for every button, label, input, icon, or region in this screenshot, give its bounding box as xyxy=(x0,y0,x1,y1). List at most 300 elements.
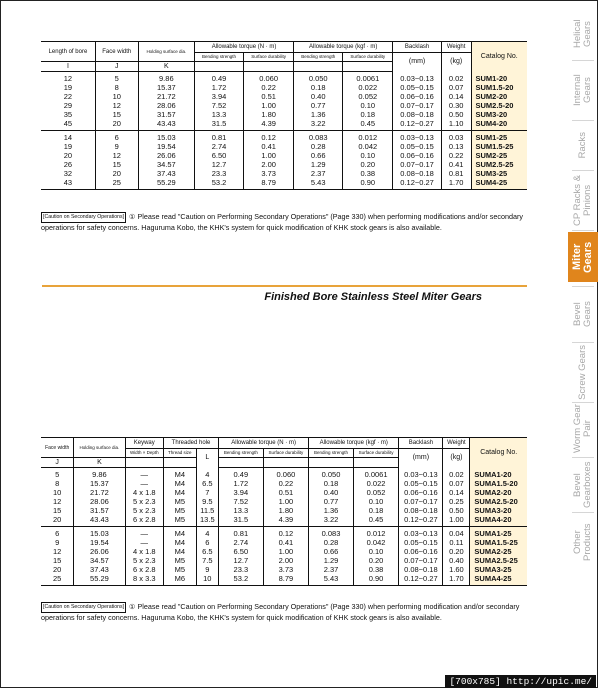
table-cell: 9.5 xyxy=(196,497,218,506)
table-cell: 43.43 xyxy=(74,515,125,527)
col-header: Backlash xyxy=(399,438,443,449)
col-symbol-empty xyxy=(353,458,399,468)
table-cell: 8 xyxy=(41,479,74,488)
catalog-number: SUMA4-20 xyxy=(470,515,527,527)
table-cell: 0.45 xyxy=(343,119,393,131)
col-subheader: Width × Depth xyxy=(125,449,163,458)
table-cell: 0.28 xyxy=(309,538,354,547)
table-row xyxy=(41,556,527,565)
table-cell: 1.80 xyxy=(263,506,309,515)
table-cell: 31.5 xyxy=(195,119,244,131)
table-row xyxy=(41,506,527,515)
col-symbol-empty xyxy=(244,62,294,72)
catalog-number: SUMA1.5-25 xyxy=(470,538,527,547)
table-cell: 0.22 xyxy=(244,83,294,92)
caution-tag: [Caution on Secondary Operations] xyxy=(41,212,126,223)
table-cell: 0.12~0.27 xyxy=(399,515,443,527)
table-cell: 0.05~0.15 xyxy=(393,83,442,92)
table-cell: 1.00 xyxy=(244,101,294,110)
table-cell: 1.00 xyxy=(263,497,309,506)
table-cell: 0.12 xyxy=(263,527,309,539)
table-cell: 0.08~0.18 xyxy=(399,565,443,574)
table-cell: 0.18 xyxy=(353,506,399,515)
table-cell: 6.5 xyxy=(196,479,218,488)
tab-separator xyxy=(572,170,594,171)
tab-separator xyxy=(572,342,594,343)
table-cell: 2.37 xyxy=(309,565,354,574)
table-cell: 0.042 xyxy=(343,142,393,151)
table-cell: M6 xyxy=(164,574,197,586)
col-symbol: L xyxy=(196,449,218,468)
col-symbol: K xyxy=(74,458,125,468)
tab-racks[interactable] xyxy=(568,122,598,168)
table-cell: M4 xyxy=(164,488,197,497)
table-cell: 2.74 xyxy=(219,538,264,547)
table-cell: 0.050 xyxy=(294,72,343,84)
table-cell: 0.03 xyxy=(441,131,471,143)
table-cell: 0.81 xyxy=(195,131,244,143)
table-cell: 0.03~0.13 xyxy=(393,72,442,84)
table-cell: 0.052 xyxy=(343,92,393,101)
table-cell: 0.10 xyxy=(343,151,393,160)
col-subheader: Surface durability xyxy=(353,449,399,458)
tab-helical-gears[interactable] xyxy=(568,8,598,60)
table-cell: 0.51 xyxy=(244,92,294,101)
col-header: Holding surface dia. xyxy=(74,438,125,458)
col-subheader: Surface durability xyxy=(263,449,309,458)
table-cell: 0.45 xyxy=(353,515,399,527)
table-cell: 11.5 xyxy=(196,506,218,515)
table-cell: 0.12~0.27 xyxy=(393,178,442,190)
table-cell: 26.06 xyxy=(138,151,194,160)
table-cell: — xyxy=(125,479,163,488)
table-cell: 4 x 1.8 xyxy=(125,488,163,497)
table-cell: 0.05~0.15 xyxy=(399,479,443,488)
table-cell: 28.06 xyxy=(74,497,125,506)
table-1-group-2 xyxy=(41,131,527,190)
tab-cp-racks-pinions[interactable] xyxy=(568,172,598,228)
col-header: Allowable torque (N · m) xyxy=(195,42,294,53)
caution-note-1 xyxy=(41,212,525,232)
catalog-number: SUMA2-25 xyxy=(470,547,527,556)
table-cell: 1.36 xyxy=(309,506,354,515)
table-cell: 0.0061 xyxy=(353,468,399,480)
tab-screw-gears[interactable] xyxy=(568,344,598,400)
col-subheader: (mm) xyxy=(393,53,442,72)
table-cell: 0.08~0.18 xyxy=(393,110,442,119)
table-cell: 0.18 xyxy=(343,110,393,119)
table-cell: 0.06~0.16 xyxy=(399,547,443,556)
table-cell: 5 xyxy=(41,468,74,480)
tab-bevel-gears[interactable] xyxy=(568,288,598,340)
table-cell: 53.2 xyxy=(195,178,244,190)
table-cell: 19.54 xyxy=(74,538,125,547)
table-cell: 0.20 xyxy=(343,160,393,169)
catalog-number: SUM4-25 xyxy=(471,178,527,190)
table-cell: 0.06~0.16 xyxy=(393,151,442,160)
table-cell: 0.10 xyxy=(343,101,393,110)
tab-label: Miter Gears xyxy=(571,241,594,273)
table-cell: 0.22 xyxy=(263,479,309,488)
table-cell: 0.042 xyxy=(353,538,399,547)
table-cell: 0.08~0.18 xyxy=(399,506,443,515)
table-cell: M5 xyxy=(164,565,197,574)
table-cell: M5 xyxy=(164,515,197,527)
tab-separator xyxy=(572,457,594,458)
tab-internal-gears[interactable] xyxy=(568,62,598,118)
col-symbol-empty xyxy=(164,458,197,468)
caution-note-2 xyxy=(41,602,531,622)
table-cell: 1.00 xyxy=(443,515,470,527)
table-cell: 5 x 2.3 xyxy=(125,556,163,565)
table-cell: 0.060 xyxy=(244,72,294,84)
table-cell: 0.06~0.16 xyxy=(399,488,443,497)
tab-label: Bevel Gears xyxy=(572,301,593,327)
table-cell: 0.28 xyxy=(294,142,343,151)
catalog-number: SUM1-25 xyxy=(471,131,527,143)
catalog-number: SUM2.5-20 xyxy=(471,101,527,110)
table-cell: 0.77 xyxy=(309,497,354,506)
table-cell: 1.80 xyxy=(244,110,294,119)
tab-bevel-gearboxes[interactable] xyxy=(568,459,598,511)
col-subheader: (kg) xyxy=(443,449,470,468)
col-subheader: Bending strength xyxy=(309,449,354,458)
table-cell: 1.00 xyxy=(244,151,294,160)
table-cell: 34.57 xyxy=(138,160,194,169)
table-cell: 20 xyxy=(95,169,138,178)
table-cell: 0.40 xyxy=(443,556,470,565)
table-cell: M5 xyxy=(164,556,197,565)
col-symbol: K xyxy=(138,62,194,72)
table-cell: 0.05~0.15 xyxy=(399,538,443,547)
table-row xyxy=(41,515,527,527)
tab-other-products[interactable] xyxy=(568,514,598,570)
table-cell: 0.0061 xyxy=(343,72,393,84)
table-cell: 43.43 xyxy=(138,119,194,131)
table-cell: 0.022 xyxy=(343,83,393,92)
table-cell: 1.29 xyxy=(309,556,354,565)
table-row xyxy=(41,468,527,480)
table-cell: 9 xyxy=(196,565,218,574)
table-cell: 15 xyxy=(41,556,74,565)
table-cell: 0.77 xyxy=(294,101,343,110)
catalog-number: SUM3-20 xyxy=(471,110,527,119)
table-cell: 31.57 xyxy=(74,506,125,515)
table-cell: 12 xyxy=(41,547,74,556)
col-header-catalog: Catalog No. xyxy=(471,42,527,72)
col-header: Allowable torque (kgf · m) xyxy=(309,438,399,449)
catalog-number: SUMA4-25 xyxy=(470,574,527,586)
table-row xyxy=(41,83,527,92)
table-cell: 15.37 xyxy=(138,83,194,92)
catalog-number: SUM1-20 xyxy=(471,72,527,84)
table-cell: 20 xyxy=(41,565,74,574)
table-cell: 0.40 xyxy=(294,92,343,101)
caution-text: ① Please read "Caution on Performing Secondary Operations" (Page 330) when performing modification and/or secondary operations for safety concerns. Haguruma Kobo, the KHK's system for quick modification of KHK stock gears is also available. xyxy=(41,602,520,622)
table-cell: 0.66 xyxy=(294,151,343,160)
table-cell: M4 xyxy=(164,468,197,480)
col-subheader: Surface durability xyxy=(244,53,294,62)
table-cell: M5 xyxy=(164,497,197,506)
table-cell: 0.18 xyxy=(294,83,343,92)
catalog-number: SUMA2.5-20 xyxy=(470,497,527,506)
col-header: Weight xyxy=(441,42,471,53)
table-cell: 6.5 xyxy=(196,547,218,556)
catalog-number: SUMA3-25 xyxy=(470,565,527,574)
table-cell: 0.05~0.15 xyxy=(393,142,442,151)
col-header-catalog: Catalog No. xyxy=(470,438,527,468)
table-row xyxy=(41,151,527,160)
table-cell: 8.79 xyxy=(244,178,294,190)
table-cell: 0.30 xyxy=(441,101,471,110)
tab-worm-gear-pair[interactable] xyxy=(568,404,598,454)
table-cell: 0.20 xyxy=(353,556,399,565)
table-cell: 0.02 xyxy=(441,72,471,84)
table-cell: 12.7 xyxy=(219,556,264,565)
table-cell: 0.49 xyxy=(195,72,244,84)
tab-separator xyxy=(572,402,594,403)
col-header: Keyway xyxy=(125,438,163,449)
table-cell: 1.72 xyxy=(219,479,264,488)
watermark: [700x785] http://upic.me/ xyxy=(445,675,596,688)
tab-label: Racks xyxy=(577,131,588,159)
section-title: Finished Bore Stainless Steel Miter Gears xyxy=(264,291,482,303)
col-symbol-empty xyxy=(294,62,343,72)
table-row xyxy=(41,488,527,497)
table-cell: 13.3 xyxy=(195,110,244,119)
catalog-number: SUMA2-20 xyxy=(470,488,527,497)
col-header: Allowable torque (kgf · m) xyxy=(294,42,393,53)
table-cell: 0.41 xyxy=(263,538,309,547)
tab-separator xyxy=(572,230,594,231)
table-cell: 1.00 xyxy=(263,547,309,556)
table-cell: 55.29 xyxy=(138,178,194,190)
table-cell: 6 xyxy=(196,538,218,547)
table-cell: 1.70 xyxy=(443,574,470,586)
table-cell: 7.52 xyxy=(195,101,244,110)
table-row xyxy=(41,547,527,556)
table-cell: 9.86 xyxy=(138,72,194,84)
table-cell: 0.083 xyxy=(309,527,354,539)
tab-separator xyxy=(572,60,594,61)
tab-separator xyxy=(572,286,594,287)
table-cell: 5 xyxy=(95,72,138,84)
table-cell: 0.38 xyxy=(343,169,393,178)
col-symbol: I xyxy=(41,62,95,72)
table-cell: 1.29 xyxy=(294,160,343,169)
table-row xyxy=(41,92,527,101)
table-cell: 0.07~0.17 xyxy=(399,556,443,565)
table-cell: 0.02 xyxy=(443,468,470,480)
table-cell: 19.54 xyxy=(138,142,194,151)
table-cell: 53.2 xyxy=(219,574,264,586)
caution-tag: [Caution on Secondary Operations] xyxy=(41,602,126,613)
table-cell: 26 xyxy=(41,160,95,169)
table-cell: 1.60 xyxy=(443,565,470,574)
col-subheader: Bending strength xyxy=(294,53,343,62)
table-cell: M4 xyxy=(164,527,197,539)
table-cell: 0.07~0.17 xyxy=(393,101,442,110)
table-cell: 15 xyxy=(95,160,138,169)
table-cell: 10 xyxy=(196,574,218,586)
table-cell: 6 x 2.8 xyxy=(125,565,163,574)
spec-table-1 xyxy=(41,41,527,190)
table-row xyxy=(41,169,527,178)
catalog-number: SUM1.5-20 xyxy=(471,83,527,92)
tab-label: CP Racks & Pinions xyxy=(572,174,593,226)
table-cell: M4 xyxy=(164,479,197,488)
table-cell: 0.14 xyxy=(443,488,470,497)
col-symbol-empty xyxy=(125,458,163,468)
table-cell: 3.94 xyxy=(219,488,264,497)
table-cell: 15 xyxy=(95,110,138,119)
table-cell: 35 xyxy=(41,110,95,119)
table-row xyxy=(41,527,527,539)
table-cell: 23.3 xyxy=(219,565,264,574)
catalog-number: SUMA2.5-25 xyxy=(470,556,527,565)
table-cell: 21.72 xyxy=(138,92,194,101)
table-cell: 0.12~0.27 xyxy=(399,574,443,586)
catalog-number: SUM2.5-25 xyxy=(471,160,527,169)
table-cell: 10 xyxy=(95,92,138,101)
col-header: Holding surface dia. xyxy=(138,42,194,62)
table-row xyxy=(41,178,527,190)
table-cell: 22 xyxy=(41,92,95,101)
table-cell: 10 xyxy=(41,488,74,497)
table-cell: 2.00 xyxy=(263,556,309,565)
catalog-number: SUM1.5-25 xyxy=(471,142,527,151)
tab-miter-gears[interactable] xyxy=(568,232,598,282)
tab-label: Other Products xyxy=(572,523,593,561)
table-cell: 20 xyxy=(41,151,95,160)
table-cell: 0.07 xyxy=(441,83,471,92)
table-cell: 0.10 xyxy=(353,547,399,556)
table-row xyxy=(41,574,527,586)
catalog-number: SUM3-25 xyxy=(471,169,527,178)
table-cell: M4 xyxy=(164,547,197,556)
table-cell: 0.20 xyxy=(443,547,470,556)
table-row xyxy=(41,497,527,506)
table-cell: 6.50 xyxy=(219,547,264,556)
col-header: Allowable torque (N · m) xyxy=(219,438,309,449)
table-cell: 5 x 2.3 xyxy=(125,497,163,506)
table-cell: 0.22 xyxy=(441,151,471,160)
tab-label: Screw Gears xyxy=(577,344,588,400)
col-subheader: (mm) xyxy=(399,449,443,468)
table-cell: 19 xyxy=(41,83,95,92)
tab-separator xyxy=(572,512,594,513)
table-2-group-2 xyxy=(41,527,527,586)
table-cell: 14 xyxy=(41,131,95,143)
table-cell: 0.07 xyxy=(443,479,470,488)
table-cell: 0.052 xyxy=(353,488,399,497)
table-cell: 0.25 xyxy=(443,497,470,506)
table-cell: 31.5 xyxy=(219,515,264,527)
col-symbol: J xyxy=(41,458,74,468)
table-cell: 9 xyxy=(41,538,74,547)
table-cell: 7.5 xyxy=(196,556,218,565)
table-cell: 7.52 xyxy=(219,497,264,506)
table-cell: 0.012 xyxy=(343,131,393,143)
table-cell: 0.66 xyxy=(309,547,354,556)
table-cell: M5 xyxy=(164,506,197,515)
catalog-number: SUM4-20 xyxy=(471,119,527,131)
col-header: Length of bore xyxy=(41,42,95,62)
table-cell: 15.03 xyxy=(138,131,194,143)
table-cell: 0.12 xyxy=(244,131,294,143)
col-symbol-empty xyxy=(309,458,354,468)
table-cell: M4 xyxy=(164,538,197,547)
table-cell: 0.50 xyxy=(443,506,470,515)
col-subheader: Bending strength xyxy=(219,449,264,458)
table-cell: 6.50 xyxy=(195,151,244,160)
table-cell: 20 xyxy=(41,515,74,527)
table-row xyxy=(41,538,527,547)
table-cell: 0.03~0.13 xyxy=(393,131,442,143)
table-cell: 0.90 xyxy=(343,178,393,190)
table-cell: — xyxy=(125,468,163,480)
col-symbol-empty xyxy=(343,62,393,72)
table-cell: — xyxy=(125,538,163,547)
col-subheader: Surface durability xyxy=(343,53,393,62)
table-cell: 0.50 xyxy=(441,110,471,119)
table-cell: 32 xyxy=(41,169,95,178)
tab-separator xyxy=(572,120,594,121)
catalog-number: SUM2-20 xyxy=(471,92,527,101)
table-cell: 0.81 xyxy=(441,169,471,178)
table-cell: 0.11 xyxy=(443,538,470,547)
table-cell: 12 xyxy=(41,72,95,84)
tab-label: Helical Gears xyxy=(572,19,593,49)
table-cell: 0.14 xyxy=(441,92,471,101)
table-cell: 21.72 xyxy=(74,488,125,497)
col-symbol-empty xyxy=(195,62,244,72)
table-cell: 0.51 xyxy=(263,488,309,497)
col-symbol-empty xyxy=(263,458,309,468)
table-row xyxy=(41,142,527,151)
table-cell: 28.06 xyxy=(138,101,194,110)
col-header: Backlash xyxy=(393,42,442,53)
table-cell: 0.81 xyxy=(219,527,264,539)
spec-table-2 xyxy=(41,437,527,586)
table-cell: 0.07~0.17 xyxy=(393,160,442,169)
table-cell: 43 xyxy=(41,178,95,190)
table-cell: 0.07~0.17 xyxy=(399,497,443,506)
table-cell: 12 xyxy=(95,151,138,160)
table-row xyxy=(41,101,527,110)
table-cell: 6 xyxy=(95,131,138,143)
table-cell: 2.00 xyxy=(244,160,294,169)
table-cell: 0.40 xyxy=(309,488,354,497)
table-cell: 4.39 xyxy=(263,515,309,527)
table-cell: 5.43 xyxy=(294,178,343,190)
table-cell: 3.94 xyxy=(195,92,244,101)
table-cell: 0.03~0.13 xyxy=(399,468,443,480)
table-cell: 29 xyxy=(41,101,95,110)
table-cell: 1.10 xyxy=(441,119,471,131)
table-cell: 4 x 1.8 xyxy=(125,547,163,556)
table-cell: 12 xyxy=(95,101,138,110)
table-cell: 2.74 xyxy=(195,142,244,151)
table-cell: 19 xyxy=(41,142,95,151)
tab-label: Worm Gear Pair xyxy=(572,404,593,454)
table-cell: 0.022 xyxy=(353,479,399,488)
table-cell: 0.90 xyxy=(353,574,399,586)
table-cell: 0.41 xyxy=(244,142,294,151)
table-cell: 4 xyxy=(196,468,218,480)
tab-label: Bevel Gearboxes xyxy=(572,461,593,509)
table-cell: 34.57 xyxy=(74,556,125,565)
